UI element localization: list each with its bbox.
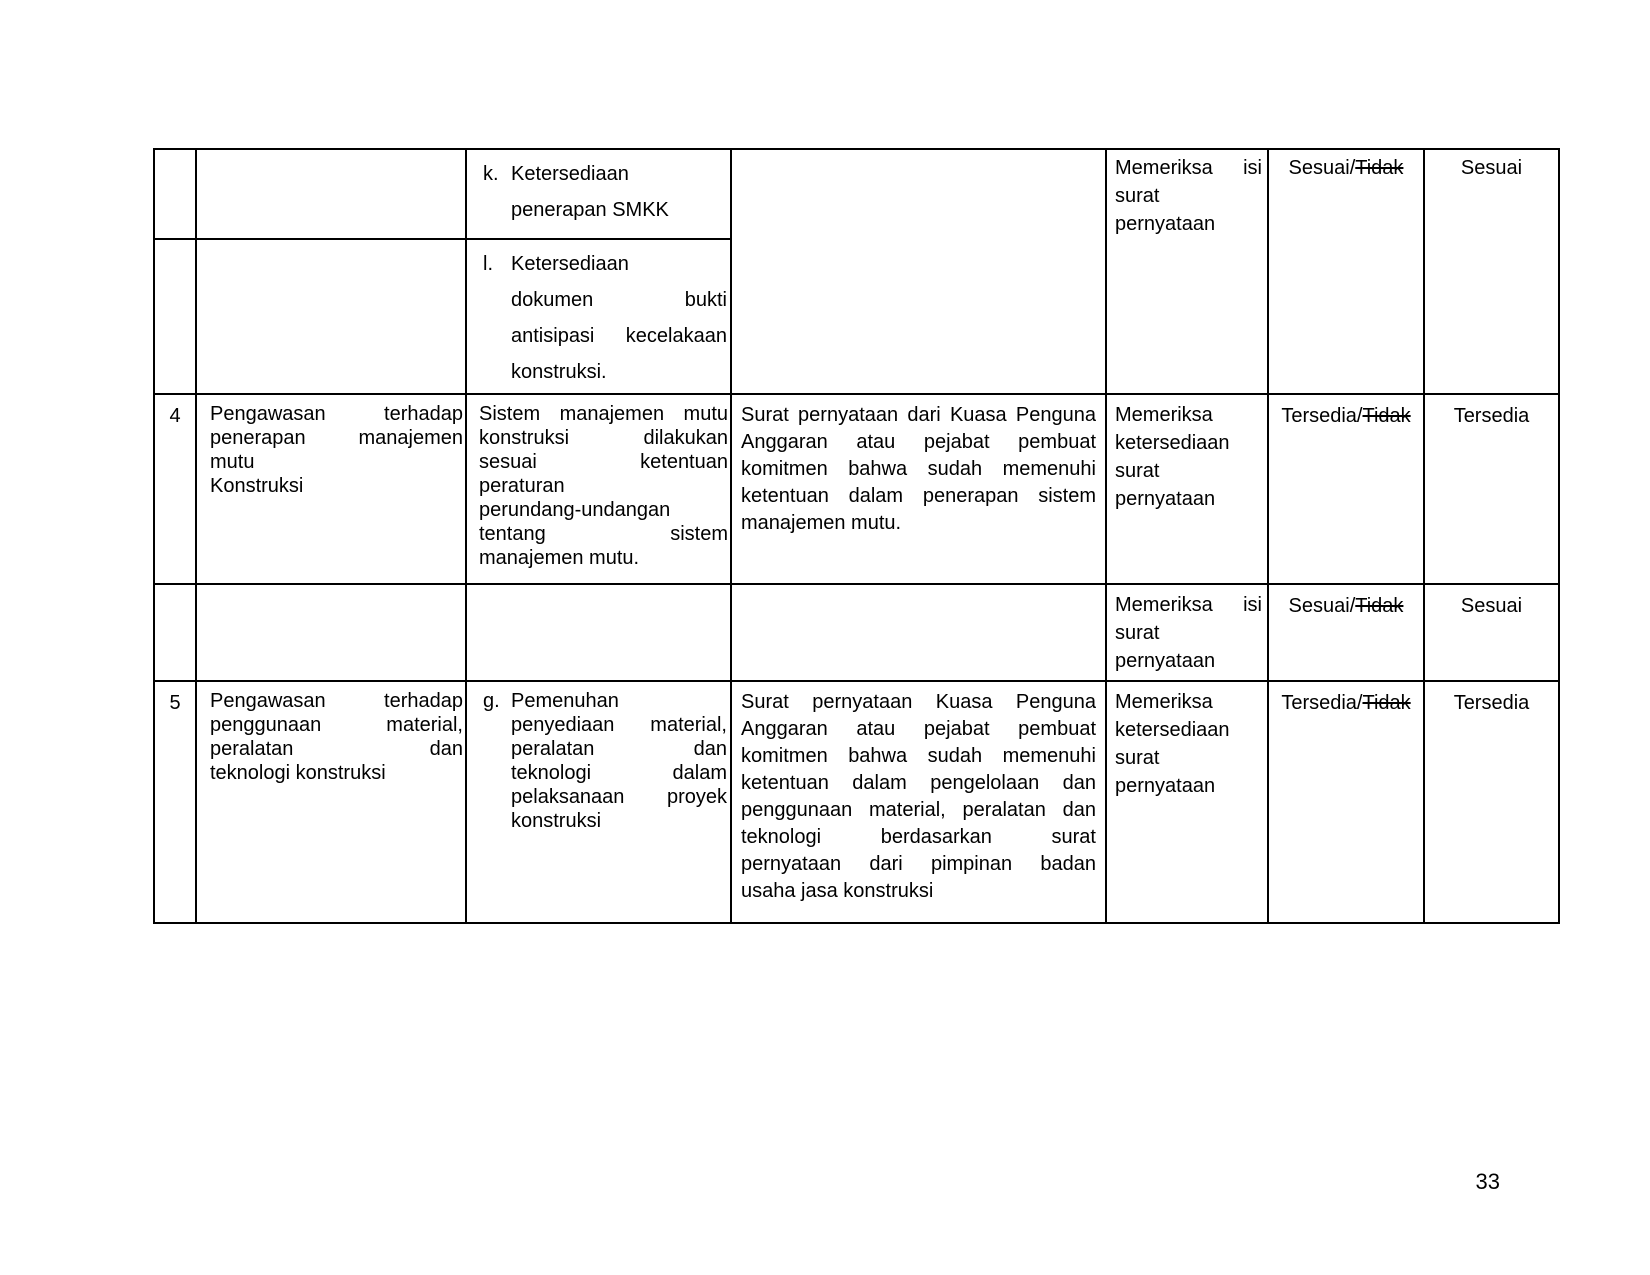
r5-choice-kept: Tersedia/ <box>1281 692 1363 714</box>
kl-choice-kept: Sesuai/ <box>1288 157 1356 179</box>
cell-r5-method <box>1106 681 1268 923</box>
item-k-text: Ketersediaan penerapan SMKK <box>511 163 669 221</box>
kl-choice-struck: Tidak <box>1355 157 1404 179</box>
cell-r4-evidence <box>731 394 1106 584</box>
cell-rc-choice <box>1268 584 1424 681</box>
cell-r4-result <box>1424 394 1559 584</box>
cell-r4-criteria <box>466 394 731 584</box>
r4-criteria-text: Sistem manajemen mutu konstruksi dilakukan sesuai ketentuan peraturan perundang-undangan tentang sistem manajemen mutu. <box>479 403 728 569</box>
item-l-text: Ketersediaan dokumen bukti antisipasi kecelakaan konstruksi. <box>511 253 727 383</box>
cell-r4-method <box>1106 394 1268 584</box>
r4-method-text: Memeriksa ketersediaan surat pernyataan <box>1115 404 1230 510</box>
cell-rc-method <box>1106 584 1268 681</box>
cell-r5-result <box>1424 681 1559 923</box>
r5-choice-struck: Tidak <box>1362 692 1411 714</box>
cell-rc-no-empty <box>154 584 196 681</box>
cell-k-activity-empty <box>196 149 466 239</box>
r5-choice-text <box>1269 682 1423 717</box>
cell-r5-no <box>154 681 196 923</box>
cell-l-activity-empty <box>196 239 466 394</box>
r4-choice-kept: Tersedia/ <box>1281 405 1363 427</box>
supervision-checklist-table <box>153 148 1560 924</box>
table-row-check <box>154 584 1559 681</box>
table-row-5 <box>154 681 1559 923</box>
kl-method-text: Memeriksa isi surat pernyataan <box>1115 157 1262 235</box>
cell-kl-evidence-empty <box>731 149 1106 394</box>
cell-r4-no <box>154 394 196 584</box>
r4-activity-text: Pengawasan terhadap penerapan manajemen mutu Konstruksi <box>210 403 463 497</box>
kl-choice-text <box>1269 150 1423 182</box>
r5-activity-text: Pengawasan terhadap penggunaan material, peralatan dan teknologi konstruksi <box>210 690 463 784</box>
cell-r5-activity <box>196 681 466 923</box>
r5-evidence-text: Surat pernyataan Kuasa Penguna Anggaran atau pejabat pembuat komitmen bahwa sudah memenuhi ketentuan dalam pengelolaan dan penggunaan material, peralatan dan teknologi berdasarkan surat pernyataan dari pimpinan badan usaha jasa konstruksi <box>741 691 1096 902</box>
cell-kl-result <box>1424 149 1559 394</box>
r5-result-text: Tersedia <box>1453 692 1530 714</box>
rc-method-text: Memeriksa isi surat pernyataan <box>1115 594 1262 672</box>
cell-item-g <box>466 681 731 923</box>
r4-choice-text <box>1269 395 1423 430</box>
list-marker-g: g. <box>483 690 500 712</box>
cell-r4-choice <box>1268 394 1424 584</box>
table-row-item-k <box>154 149 1559 239</box>
r4-choice-struck: Tidak <box>1362 405 1411 427</box>
cell-r5-choice <box>1268 681 1424 923</box>
r4-number: 4 <box>169 405 181 427</box>
page-number: 33 <box>1475 1169 1500 1194</box>
kl-result-text: Sesuai <box>1460 157 1523 179</box>
cell-r5-evidence <box>731 681 1106 923</box>
r4-result-text: Tersedia <box>1453 405 1530 427</box>
rc-choice-struck: Tidak <box>1355 595 1404 617</box>
cell-rc-result <box>1424 584 1559 681</box>
cell-rc-activity-empty <box>196 584 466 681</box>
cell-kl-method <box>1106 149 1268 394</box>
cell-rc-criteria-empty <box>466 584 731 681</box>
cell-r4-activity <box>196 394 466 584</box>
list-marker-k: k. <box>483 163 499 185</box>
cell-item-k <box>466 149 731 239</box>
cell-l-no-empty <box>154 239 196 394</box>
r4-evidence-text: Surat pernyataan dari Kuasa Penguna Anggaran atau pejabat pembuat komitmen bahwa sudah memenuhi ketentuan dalam penerapan sistem manajemen mutu. <box>741 404 1096 534</box>
r5-method-text: Memeriksa ketersediaan surat pernyataan <box>1115 691 1230 797</box>
item-g-text: Pemenuhan penyediaan material, peralatan dan teknologi dalam pelaksanaan proyek konstruksi <box>511 690 727 832</box>
rc-choice-text <box>1269 585 1423 620</box>
cell-item-l <box>466 239 731 394</box>
r5-number: 5 <box>169 692 181 714</box>
rc-result-text: Sesuai <box>1460 595 1523 617</box>
cell-k-no-empty <box>154 149 196 239</box>
cell-rc-evidence-empty <box>731 584 1106 681</box>
list-marker-l: l. <box>483 253 493 275</box>
cell-kl-choice <box>1268 149 1424 394</box>
rc-choice-kept: Sesuai/ <box>1288 595 1356 617</box>
table-row-4 <box>154 394 1559 584</box>
